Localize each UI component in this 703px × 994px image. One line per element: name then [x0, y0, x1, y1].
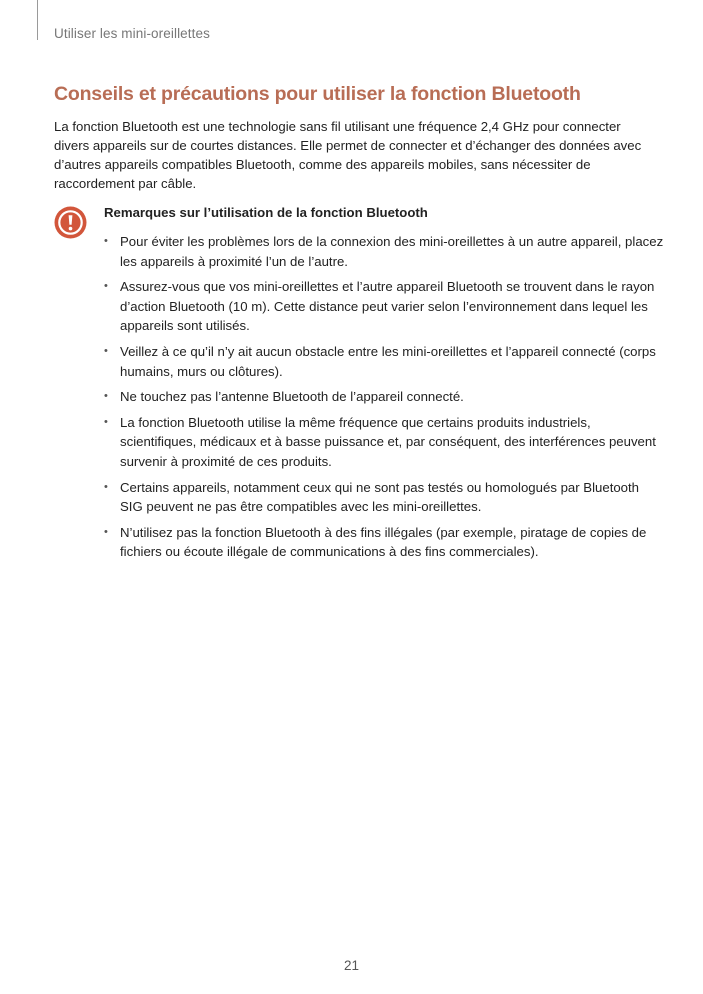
- list-item: [104, 277, 664, 336]
- list-item: [104, 413, 664, 472]
- bullet-icon: •: [104, 280, 108, 293]
- running-header: Utiliser les mini-oreillettes: [54, 26, 210, 41]
- list-item-text: La fonction Bluetooth utilise la même fréquence que certains produits industriels, scientifiques, médicaux et à basse puissance et, par conséquent, des interférences peuvent survenir à proximité de ces produits.: [120, 414, 656, 469]
- list-item-text: Veillez à ce qu’il n’y ait aucun obstacle entre les mini-oreillettes et l’appareil connecté (corps humains, murs ou clôtures).: [120, 343, 656, 379]
- bullet-icon: •: [104, 235, 108, 247]
- list-item-text: Ne touchez pas l’antenne Bluetooth de l’appareil connecté.: [120, 389, 464, 405]
- bullet-icon: •: [104, 344, 108, 357]
- warning-icon: [54, 206, 87, 239]
- list-item: [104, 342, 664, 381]
- list-item-text: Assurez-vous que vos mini-oreillettes et l’autre appareil Bluetooth se trouvent dans le rayon d’action Bluetooth (10 m). Cette distance peut varier selon l’environnement dans lequel les appareils sont utilisés.: [120, 279, 655, 334]
- list-item: [104, 232, 664, 271]
- bullet-icon: •: [104, 390, 108, 403]
- list-item-text: Certains appareils, notamment ceux qui ne sont pas testés ou homologués par Bluetooth SIG peuvent ne pas être compatibles avec les mini-oreillettes.: [120, 479, 640, 515]
- page-number: 21: [343, 958, 360, 973]
- list-item: [104, 478, 664, 517]
- list-item-text: N’utilisez pas la fonction Bluetooth à des fins illégales (par exemple, piratage de copies de fichiers ou écoute illégale de communications à des fins commerciales).: [120, 524, 647, 560]
- list-item: [104, 387, 664, 407]
- bullet-icon: •: [104, 480, 108, 493]
- list-item-text: Pour éviter les problèmes lors de la connexion des mini-oreillettes à un autre appareil, placez les appareils à proximité l’un de l’autre.: [120, 234, 664, 269]
- intro-paragraph: La fonction Bluetooth est une technologie sans fil utilisant une fréquence 2,4 GHz pour connecter divers appareils sur de courtes distances. Elle permet de connecter et d’échanger des données avec d’autres appareils compatibles Bluetooth, comme des appareils mobiles, sans nécessiter de raccordement par câble.: [54, 119, 642, 191]
- header-divider: [37, 0, 38, 40]
- section-title: Conseils et précautions pour utiliser la fonction Bluetooth: [54, 83, 581, 105]
- bullet-icon: •: [104, 415, 108, 428]
- bullet-icon: •: [104, 525, 108, 538]
- notes-heading: Remarques sur l’utilisation de la fonction Bluetooth: [104, 205, 428, 220]
- list-item: [104, 523, 664, 562]
- notes-list: [104, 232, 664, 568]
